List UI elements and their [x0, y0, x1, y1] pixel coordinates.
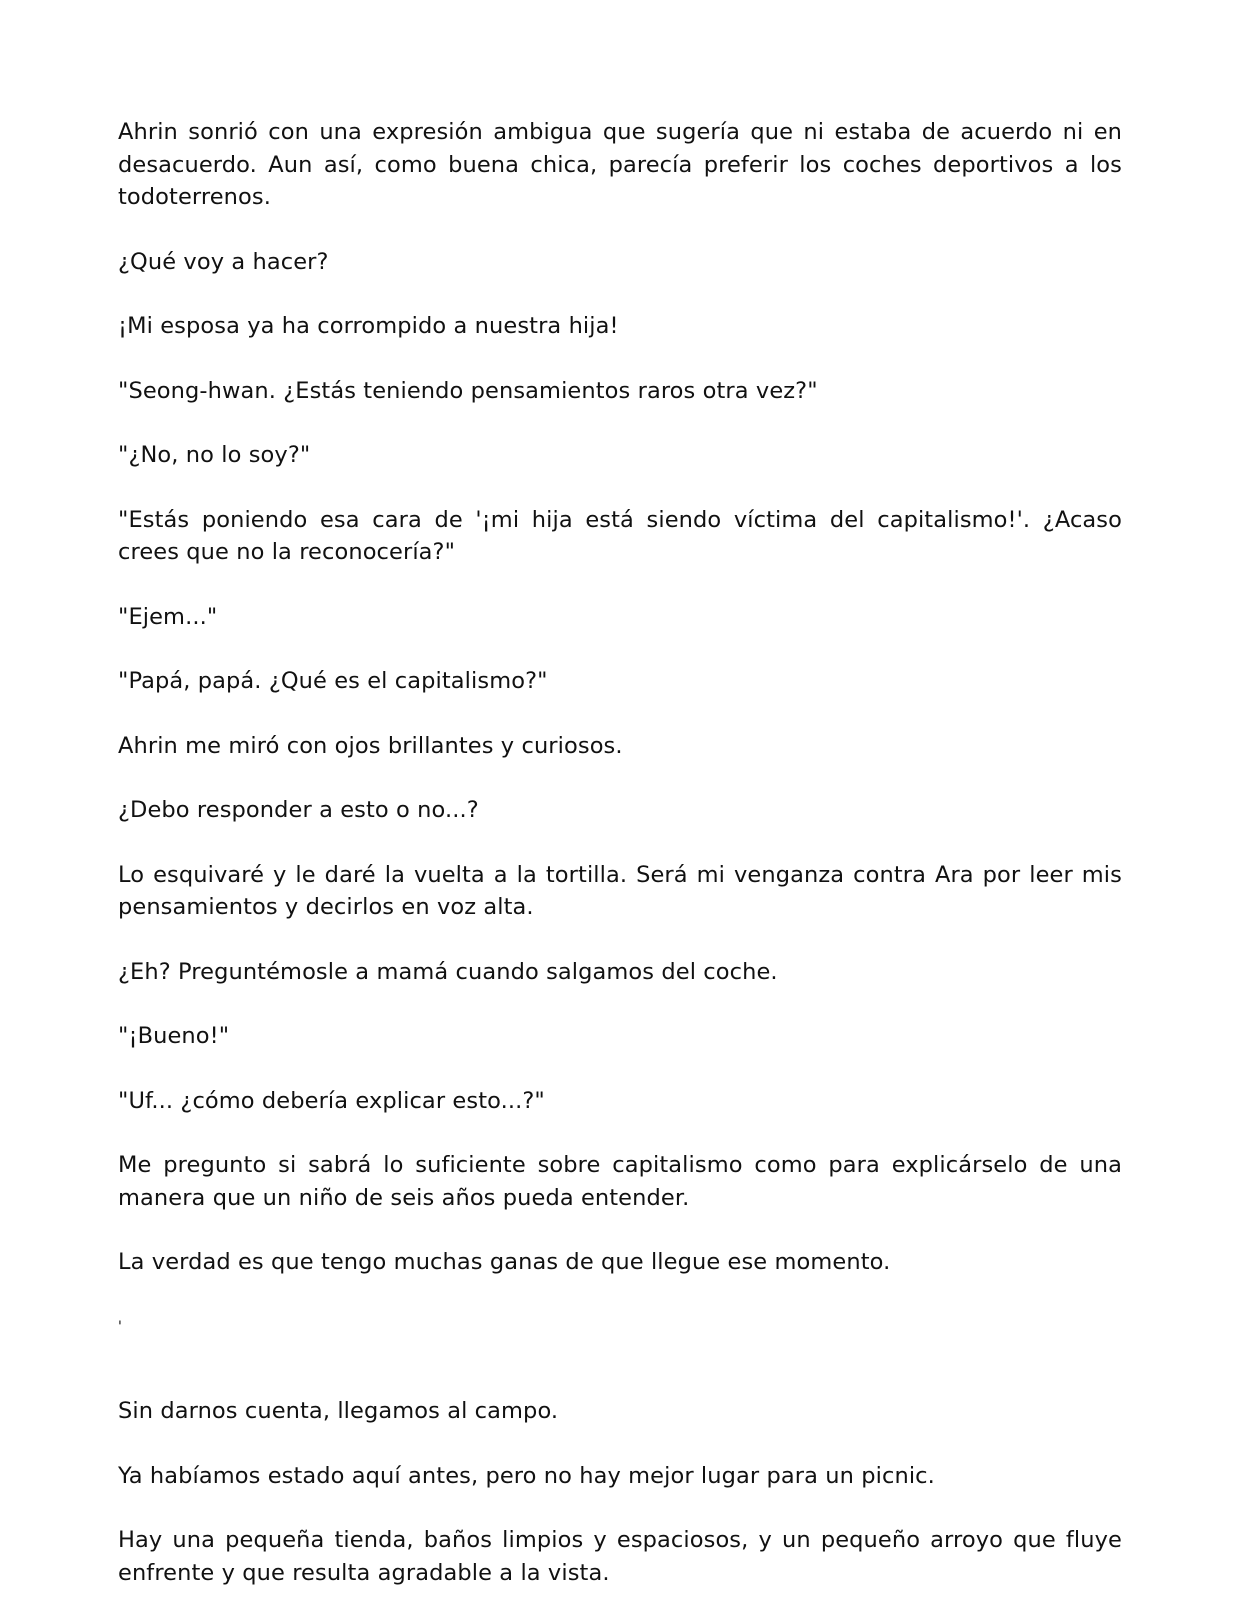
- paragraph: "Estás poniendo esa cara de '¡mi hija está siendo víctima del capitalismo!'. ¿Acaso crees que no la reconocería?": [118, 506, 1122, 565]
- scene-break-mark: ': [118, 1318, 122, 1335]
- paragraph: Hay una pequeña tienda, baños limpios y espaciosos, y un pequeño arroyo que fluye enfrente y que resulta agradable a la vista.: [118, 1527, 1122, 1586]
- paragraph: "¿No, no lo soy?": [118, 442, 311, 468]
- paragraph: ¿Eh? Preguntémosle a mamá cuando salgamos del coche.: [118, 958, 778, 985]
- paragraph: Ahrin sonrió con una expresión ambigua que sugería que ni estaba de acuerdo ni en desacuerdo. Aun así, como buena chica, parecía preferir los coches deportivos a los todoterrenos.: [118, 119, 1122, 210]
- paragraph: "¡Bueno!": [118, 1023, 230, 1049]
- paragraph: Sin darnos cuenta, llegamos al campo.: [118, 1398, 559, 1424]
- paragraph: "Seong-hwan. ¿Estás teniendo pensamientos raros otra vez?": [118, 377, 818, 404]
- paragraph: ¡Mi esposa ya ha corrompido a nuestra hija!: [118, 313, 619, 339]
- paragraph: "Papá, papá. ¿Qué es el capitalismo?": [118, 668, 548, 694]
- paragraph: "Ejem...": [118, 603, 218, 630]
- document-body: [118, 116, 1122, 1621]
- paragraph: La verdad es que tengo muchas ganas de que llegue ese momento.: [118, 1249, 891, 1275]
- paragraph: Ahrin me miró con ojos brillantes y curiosos.: [118, 732, 623, 759]
- paragraph: Lo esquivaré y le daré la vuelta a la tortilla. Será mi venganza contra Ara por leer mis pensamientos y decirlos en voz alta.: [118, 861, 1122, 920]
- paragraph: ¿Debo responder a esto o no...?: [118, 797, 479, 823]
- paragraph: Ya habíamos estado aquí antes, pero no hay mejor lugar para un picnic.: [118, 1462, 935, 1489]
- paragraph: Me pregunto si sabrá lo suficiente sobre capitalismo como para explicárselo de una manera que un niño de seis años pueda entender.: [118, 1152, 1122, 1211]
- paragraph: ¿Qué voy a hacer?: [118, 248, 329, 275]
- paragraph: "Uf... ¿cómo debería explicar esto...?": [118, 1087, 545, 1114]
